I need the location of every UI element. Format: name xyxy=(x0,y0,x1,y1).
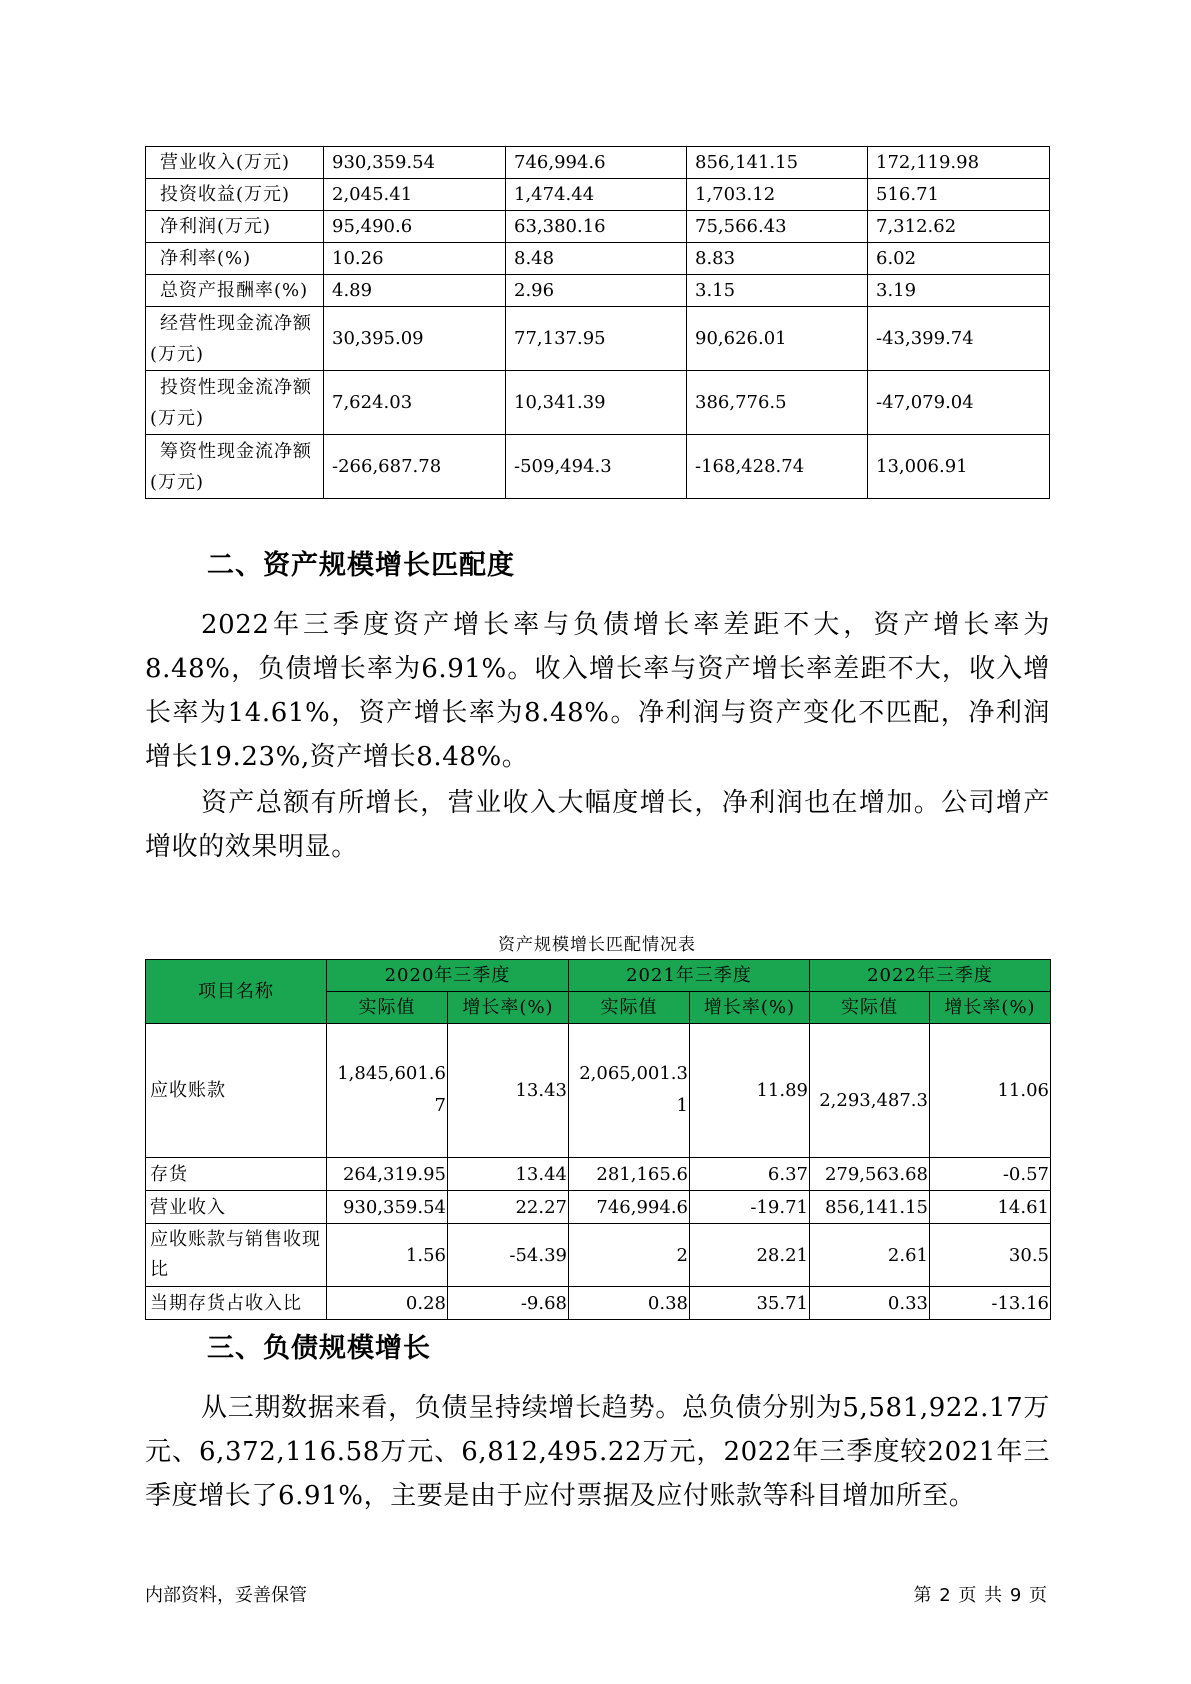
table-cell: 8.48 xyxy=(506,243,687,275)
table-cell: 856,141.15 xyxy=(810,1191,930,1224)
row-label: 当期存货占收入比 xyxy=(146,1287,327,1320)
table-cell: 2,045.41 xyxy=(324,179,506,211)
paragraph-asset-growth-analysis: 2022年三季度资产增长率与负债增长率差距不大，资产增长率为8.48%，负债增长率为6.91%。收入增长率与资产增长率差距不大，收入增长率为14.61%，资产增长率为8.48%。净利润与资产变化不匹配，净利润增长19.23%,资产增长8.48%。 xyxy=(145,610,1050,772)
table-cell: -43,399.74 xyxy=(868,307,1050,371)
table-row xyxy=(146,307,1050,371)
row-label: 存货 xyxy=(146,1158,327,1191)
column-header-item: 项目名称 xyxy=(146,960,327,1024)
table-cell: 10.26 xyxy=(324,243,506,275)
table-cell: 264,319.95 xyxy=(327,1158,448,1191)
table-row xyxy=(146,243,1050,275)
table-cell: 0.33 xyxy=(810,1287,930,1320)
table-cell: 930,359.54 xyxy=(324,147,506,179)
table-cell: 90,626.01 xyxy=(687,307,868,371)
table-cell: 6.37 xyxy=(690,1158,810,1191)
table-cell: 13.43 xyxy=(448,1024,569,1158)
table-row xyxy=(146,435,1050,499)
table-header-row xyxy=(146,960,1051,992)
table-row xyxy=(146,1287,1051,1320)
table-row xyxy=(146,1224,1051,1287)
table-cell: 2,065,001.31 xyxy=(569,1024,690,1158)
financial-indicator-table xyxy=(145,146,1050,499)
table-cell: -0.57 xyxy=(930,1158,1051,1191)
table-row xyxy=(146,147,1050,179)
table-row xyxy=(146,371,1050,435)
table-cell: 63,380.16 xyxy=(506,211,687,243)
table-cell: -13.16 xyxy=(930,1287,1051,1320)
column-header-actual: 实际值 xyxy=(810,992,930,1024)
column-header-period: 2022年三季度 xyxy=(810,960,1051,992)
asset-growth-match-table xyxy=(145,959,1051,1320)
paragraph-liability-growth-analysis: 从三期数据来看，负债呈持续增长趋势。总负债分别为5,581,922.17万元、6,372,116.58万元、6,812,495.22万元，2022年三季度较2021年三季度增长了6.91%，主要是由于应付票据及应付账款等科目增加所至。 xyxy=(145,1393,1050,1511)
table-cell: 281,165.6 xyxy=(569,1158,690,1191)
table-cell: 1.56 xyxy=(327,1224,448,1287)
table-cell: 8.83 xyxy=(687,243,868,275)
table-cell: 2 xyxy=(569,1224,690,1287)
column-header-growth: 增长率(%) xyxy=(448,992,569,1024)
table-cell: 746,994.6 xyxy=(569,1191,690,1224)
table-cell: 516.71 xyxy=(868,179,1050,211)
table-cell: -9.68 xyxy=(448,1287,569,1320)
table-cell: -266,687.78 xyxy=(324,435,506,499)
table-cell: 95,490.6 xyxy=(324,211,506,243)
row-label: 总资产报酬率(%) xyxy=(146,275,324,307)
footer-page-number: 第 2 页 共 9 页 xyxy=(913,1585,1048,1606)
table-cell: 930,359.54 xyxy=(327,1191,448,1224)
section-heading-liability-growth: 三、负债规模增长 xyxy=(207,1333,431,1364)
table-cell: 30.5 xyxy=(930,1224,1051,1287)
row-label: 筹资性现金流净额 (万元) xyxy=(146,435,324,499)
table-cell: 35.71 xyxy=(690,1287,810,1320)
table-cell: 856,141.15 xyxy=(687,147,868,179)
table-cell: -19.71 xyxy=(690,1191,810,1224)
column-header-period: 2021年三季度 xyxy=(569,960,810,992)
row-label: 应收账款 xyxy=(146,1024,327,1158)
table-cell: 22.27 xyxy=(448,1191,569,1224)
table-cell: 1,474.44 xyxy=(506,179,687,211)
table-cell: 10,341.39 xyxy=(506,371,687,435)
row-label: 投资性现金流净额 (万元) xyxy=(146,371,324,435)
table-row xyxy=(146,275,1050,307)
table-cell: 11.89 xyxy=(690,1024,810,1158)
row-label: 投资收益(万元) xyxy=(146,179,324,211)
column-header-growth: 增长率(%) xyxy=(930,992,1051,1024)
footer-confidential-note: 内部资料，妥善保管 xyxy=(145,1585,307,1606)
table-cell: 746,994.6 xyxy=(506,147,687,179)
table-cell: 6.02 xyxy=(868,243,1050,275)
table-cell: 14.61 xyxy=(930,1191,1051,1224)
table-row xyxy=(146,179,1050,211)
table-row xyxy=(146,1191,1051,1224)
table-cell: -509,494.3 xyxy=(506,435,687,499)
table-cell: -168,428.74 xyxy=(687,435,868,499)
table-caption: 资产规模增长匹配情况表 xyxy=(498,935,696,955)
table-cell: 13,006.91 xyxy=(868,435,1050,499)
column-header-actual: 实际值 xyxy=(327,992,448,1024)
column-header-period: 2020年三季度 xyxy=(327,960,569,992)
table-cell: 2.96 xyxy=(506,275,687,307)
row-label: 净利润(万元) xyxy=(146,211,324,243)
table-cell: 77,137.95 xyxy=(506,307,687,371)
table-cell: 2.61 xyxy=(810,1224,930,1287)
table-cell: 7,624.03 xyxy=(324,371,506,435)
table-row xyxy=(146,1024,1051,1158)
table-cell: 3.15 xyxy=(687,275,868,307)
table-row xyxy=(146,211,1050,243)
table-cell: 75,566.43 xyxy=(687,211,868,243)
column-header-actual: 实际值 xyxy=(569,992,690,1024)
table-cell: 386,776.5 xyxy=(687,371,868,435)
row-label: 净利率(%) xyxy=(146,243,324,275)
column-header-growth: 增长率(%) xyxy=(690,992,810,1024)
table-cell: 0.28 xyxy=(327,1287,448,1320)
table-cell: 28.21 xyxy=(690,1224,810,1287)
table-cell: 30,395.09 xyxy=(324,307,506,371)
table-cell: 172,119.98 xyxy=(868,147,1050,179)
table-cell: 1,845,601.67 xyxy=(327,1024,448,1158)
table-row xyxy=(146,1158,1051,1191)
section-heading-asset-growth: 二、资产规模增长匹配度 xyxy=(207,550,515,581)
row-label: 应收账款与销售收现比 xyxy=(146,1224,327,1287)
row-label: 营业收入 xyxy=(146,1191,327,1224)
table-cell: 11.06 xyxy=(930,1024,1051,1158)
table-cell: -54.39 xyxy=(448,1224,569,1287)
table-cell: 2,293,487.3 xyxy=(810,1024,930,1158)
row-label: 经营性现金流净额 (万元) xyxy=(146,307,324,371)
table-cell: 279,563.68 xyxy=(810,1158,930,1191)
paragraph-asset-growth-summary: 资产总额有所增长，营业收入大幅度增长，净利润也在增加。公司增产增收的效果明显。 xyxy=(145,788,1050,862)
table-cell: 1,703.12 xyxy=(687,179,868,211)
row-label: 营业收入(万元) xyxy=(146,147,324,179)
table-cell: 4.89 xyxy=(324,275,506,307)
table-cell: 3.19 xyxy=(868,275,1050,307)
table-cell: 13.44 xyxy=(448,1158,569,1191)
table-cell: 7,312.62 xyxy=(868,211,1050,243)
table-cell: -47,079.04 xyxy=(868,371,1050,435)
table-cell: 0.38 xyxy=(569,1287,690,1320)
